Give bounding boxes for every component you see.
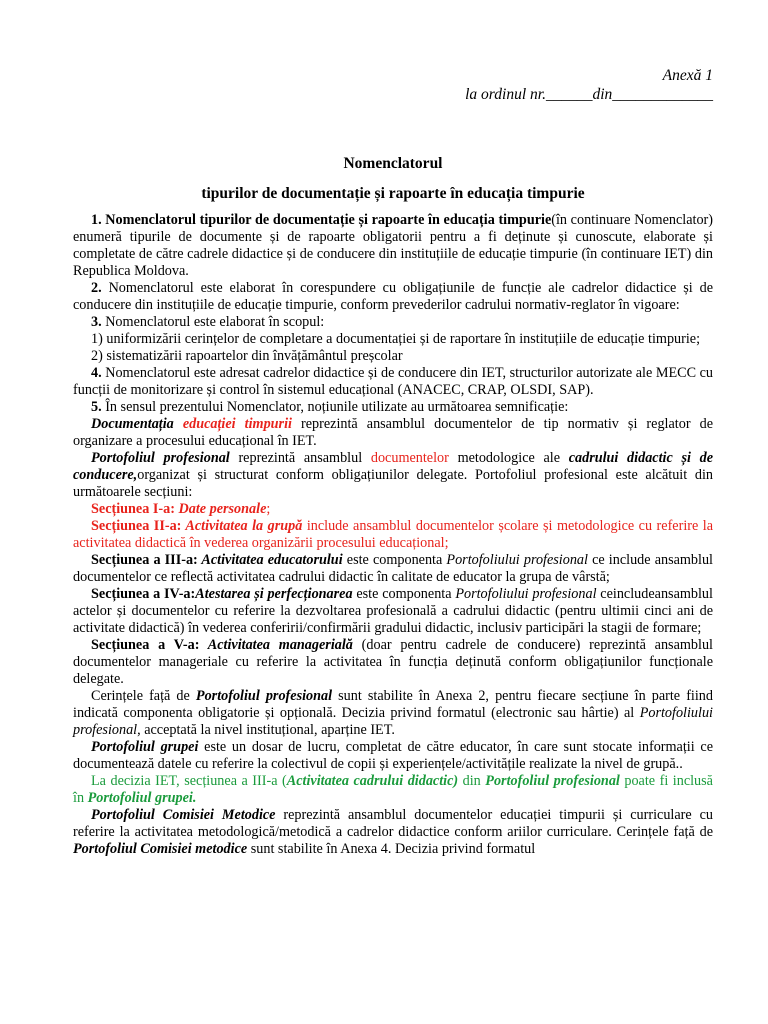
paragraph-number: 5. — [91, 399, 102, 415]
commission-portfolio-paragraph: Portofoliul Comisiei Metodice reprezintă ansamblul documentelor educației timpurii și curriculare cu referire la activitatea metodologică/metodică a cadrelor didactice conform ariilor curriculare. Cerințele față de Portofoliul Comisiei metodice sunt stabilite în Anexa 4. Decizia privind formatul — [73, 807, 713, 857]
paragraph-4: 4. Nomenclatorul este adresat cadrelor didactice și de conducere din IET, structurilor autorizate ale MECC cu funcții de monitorizare și control în sistemul educațional (ANACEC, CRAP, OLSDI, SAP). — [73, 365, 713, 398]
list-item: 2) sistematizării rapoartelor din învățământul preșcolar — [91, 348, 403, 364]
paragraph-1: 1. Nomenclatorul tipurilor de documentație și rapoarte în educația timpurie(în continuare Nomenclator) enumeră tipurile de documente și de rapoarte obligatorii pentru a fi deținute și cunoscute, elaborate și completate de către cadrele didactice și de conducere din instituțiile de educație timpurie (în continuare IET) din Republica Moldova. — [73, 212, 713, 279]
definition-professional-portfolio: Portofoliul profesional reprezintă ansamblul documentelor metodologice ale cadrului didactic și de conducere,organizat și structurat conform obligațiunilor delegate. Portofoliul profesional este alcătuit din următoarele secțiuni: — [73, 450, 713, 500]
paragraph-number: 2. — [91, 280, 102, 296]
paragraph-number: 4. — [91, 365, 102, 381]
section-3: Secțiunea a III-a: Activitatea educatorului este componenta Portofoliului profesional ce include ansamblul documentelor ce reflectă activitatea cadrului didactic în calitate de educator la grupa de vârstă; — [73, 552, 714, 585]
order-reference: la ordinul nr.______din_____________ — [465, 86, 713, 103]
green-note-paragraph: La decizia IET, secțiunea a III-a (Activitatea cadrului didactic) din Portofoliul profesional poate fi inclusă în Portofoliul grupei. — [73, 773, 713, 806]
section-2: Secțiunea II-a: Activitatea la grupă include ansamblul documentelor școlare și metodologice cu referire la activitatea didactică în vederea organizării procesului educațional; — [73, 518, 714, 551]
nomenclator-name: Nomenclatorul tipurilor de documentație și rapoarte în educația timpurie — [101, 212, 552, 228]
document-title: Nomenclatorul — [343, 155, 443, 172]
definition-documentation: Documentația educației timpurii reprezintă ansamblul documentelor de tip normativ și reglator de organizare a procesului educațional în IET. — [73, 416, 713, 449]
paragraph-5: 5. În sensul prezentului Nomenclator, noțiunile utilizate au următoarea semnificație: — [91, 399, 569, 415]
paragraph-2: 2. Nomenclatorul este elaborat în corespundere cu obligațiunile de funcție ale cadrelor didactice și de conducere din instituțiile de educație timpurie, conform prevederilor cadrului normativ-reglator în vigoare: — [73, 280, 713, 313]
document-page — [73, 66, 713, 858]
section-1: Secțiunea I-a: Date personale; — [91, 501, 271, 517]
group-portfolio-paragraph: Portofoliul grupei este un dosar de lucru, completat de către educator, în care sunt stocate informații ce documentează datele cu referire la colectivul de copii și experiențele/activitățile realizate la nivel de grupă.. — [73, 739, 713, 772]
annex-label: Anexă 1 — [662, 67, 713, 84]
paragraph-number: 1. — [91, 212, 102, 228]
paragraph-number: 3. — [91, 314, 102, 330]
document-subtitle: tipurilor de documentație și rapoarte în educația timpurie — [201, 185, 585, 202]
section-5: Secțiunea a V-a: Activitatea managerială (doar pentru cadrele de conducere) reprezintă ansamblul documentelor manageriale cu referire la activitatea în funcția deținută conform obligațiunilor funcționale delegate. — [73, 637, 713, 687]
requirements-paragraph: Cerințele față de Portofoliul profesional sunt stabilite în Anexa 2, pentru fiecare secțiune în parte fiind indicată componenta obligatorie și opțională. Decizia privind formatul (electronic sau hârtie) al Portofoliului profesional, acceptată la nivel instituțional, aparține IET. — [73, 688, 713, 738]
list-item: 1) uniformizării cerințelor de completare a documentației și de raportare în instituțiile de educație timpurie; — [91, 331, 701, 347]
paragraph-3: 3. Nomenclatorul este elaborat în scopul: — [91, 314, 325, 330]
section-4: Secțiunea a IV-a:Atestarea și perfecționarea este componenta Portofoliului profesional ceincludeansamblul actelor și documentelor cu referire la dezvoltarea profesională a cadrului didactic (pentru ultimii cinci ani de activitate didactică) în vederea conferirii/confirmării gradului didactic, inclusiv participări la stagii de formare; — [73, 586, 713, 636]
